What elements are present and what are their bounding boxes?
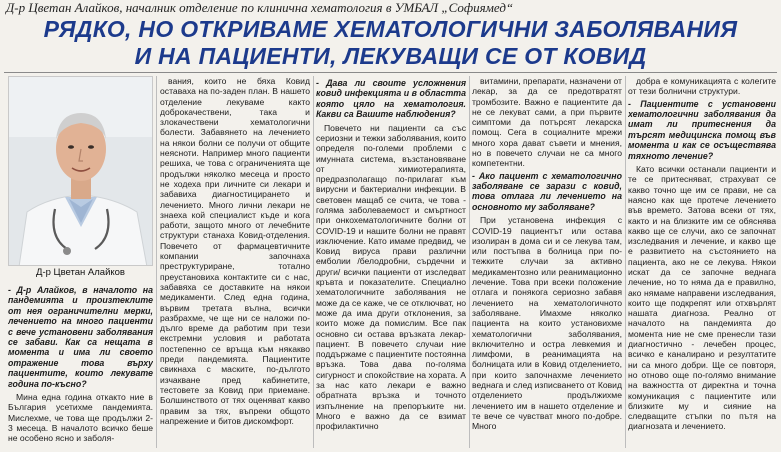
article-paragraph: Мина една година откакто ние в България усетихме пандемията. Мислехме, че това ще продължи 2-3 месеца. В началото всичко беше не особено ясно и заболя- <box>8 392 153 444</box>
photo-caption: Д-р Цветан Алайков <box>36 267 125 278</box>
headline-line-2: И НА ПАЦИЕНТИ, ЛЕКУВАЩИ СЕ ОТ КОВИД <box>134 43 647 69</box>
interview-question: - Дава ли своите усложнения ковид инфекцията и в областта която цяло на хематология. Какви са Вашите наблюдения? <box>316 78 466 120</box>
headline-line-1: РЯДКО, НО ОТКРИВАМЕ ХЕМАТОЛОГИЧНИ ЗАБОЛЯВАНИЯ <box>43 16 738 42</box>
article-paragraph: добра е комуникацията с колегите от тези болнични структури. <box>628 76 776 97</box>
article-column-5 <box>628 76 776 448</box>
column-divider <box>469 76 470 448</box>
article-column-3 <box>316 76 466 448</box>
doctor-portrait-photo <box>8 76 153 266</box>
interview-question: - Д-р Алайков, в началото на пандемията и произтеклите от нея ограничителни мерки, лечението на много пациенти с вече установени заболявания се забави. Как са нещата в момента и има ли своето отражение това върху пациентите, които лекувате година по-късно? <box>8 285 153 389</box>
article-kicker: Д-р Цветан Алайков, началник отделение по клинична хематология в УМБАЛ „Софиямед“ <box>6 0 514 15</box>
headline-rule <box>4 72 777 73</box>
article-paragraph: витамини, препарати, назначени от лекар, за да се предотвратят тромбозите. Важно е пациентите да не се лекуват сами, а при първите симптоми да потърсят лекарска помощ. Сега в социалните мрежи много хора дават съвети и мнения, но в повечето случаи не са много компетентни. <box>472 76 622 169</box>
interview-question: - Ако пациент с хематологично заболяване се зарази с ковид, това отлага ли лечението на основното му заболяване? <box>472 170 622 212</box>
column-divider <box>156 76 157 448</box>
article-column-2 <box>160 76 310 448</box>
interview-question: - Пациентите с установени хематологични заболявания да имат ли притеснения да търсят медицинска помощ във момента и как се осъществява тяхното лечение? <box>628 98 776 161</box>
article-paragraph: Повечето ни пациенти са със сериозни и тежки заболявания, които определя по-големи проблеми с имунната система, възстановяване от химиотерапията, предразполагащо по-прилагат към вирусни и бактериални инфекции. В световен мащаб се счита, че това - голяма заболеваемост и смъртност при онкохематологичните болни от COVID-19 и нашите болни не правят изключение. Като имаме предвид, че Ковид вируса прави различни емболии /белодробни, сърдечни и други/ всички пациенти от изследват кръвта и показателите. Специално хематологичните заболявания не може да се каже, че се отключват, но може да има други отклонения, за които може да помислим. Все пак основно си остава връзката лекар-пациент. В повечето случаи ние поддържаме с пациентите постоянна връзка. Това дава по-голяма сигурност и спокойствие на хората. А за нас като лекари е важно обратната връзка и точното изпълнение на препоръките ни. Много е важно да се взимат профилактично <box>316 122 466 432</box>
column-divider <box>313 76 314 448</box>
article-column-1 <box>8 283 153 448</box>
article-paragraph: Като всички останали пациенти и те се притесняват, страхуват се какво точно ще им се прави, не са наясно как ще протече лечението във времето. Затова всеки от тях, както и на близките им се обяснява какво ще се случи, ако се започнат изследвания и лечение, и какво ще е развитието на състоянието на пациента, ако не се лекува. Някои искат да се започне веднага лечение, но то няма да е правилно, ако нямаме направени изследвания, които ще подкрепят или отхвърлят нашата диагноза. Реално от началото на пандемията до момента ние не сме пренесли тази диагностично - лечебен процес, всичко е каналирано и резултатите ни са много добри. Ще се повторя, но отново още по-голямо внимание на важността от директна и точна комуникация с пациентите или близките му и сияние на следващите стъпки по пътя на диагнозата и лечението. <box>628 164 776 432</box>
article-paragraph: вания, които не бяха Ковид оставаха на по-заден план. В нашето отделение лекуваме както доброкачествени, така и злокачествени хематологични болести. Забавянето на лечението на някои болни се получи от общите неясноти. Например много пациенти решиха, че това с ограниченията ще продължи няколко месеца и просто не ходеха при личните си лекари и забавиха диагностицирането и лечението. Много лични лекари не знаеха кой специалист къде и кога работи, защото много от лечебните структури станаха Ковид-отделения. Повечето от фармацевтичните компании започнаха преструктуриране, тотално преустановиха контактите си с нас, забавяха се доставките на някои медикаменти. След една година, вървим третата вълна, всички разбрахме, че ще ни се наложи по-дълго време да работим при тези екстремни условия и работата постепенно се връща към някакво преди пандемията. Пациентите свикнаха с маските, по-дългото изчакване пред кабинетите, тестовете за Ковид при приемане. Болшинството от тях оценяват какво правим за тях, въпреки общото напрежение и битов дискомфорт. <box>160 76 310 426</box>
article-headline <box>0 16 781 70</box>
article-paragraph: При установена инфекция с COVID-19 пациентът или остава изолиран в дома си и се лекува там, или постъпва в болница при по-тежките случаи за активно медикаментозно или реанимационно лечение. Това при всеки положение отлага и понякога сериозно забавя лечението на хематологичното заболяване. Имахме няколко пациента на които установихме хематологични заболявания, включително и остра левкемия и лимфоми, в реанимацията на болницата или в Ковид отделението, при които започнахме лечението веднага и след изписването от Ковид отделението продължихме лечението им в нашето отделение и те вече се чувстват много по-добре. Много <box>472 215 622 432</box>
article-column-4 <box>472 76 622 448</box>
column-divider <box>625 76 626 448</box>
